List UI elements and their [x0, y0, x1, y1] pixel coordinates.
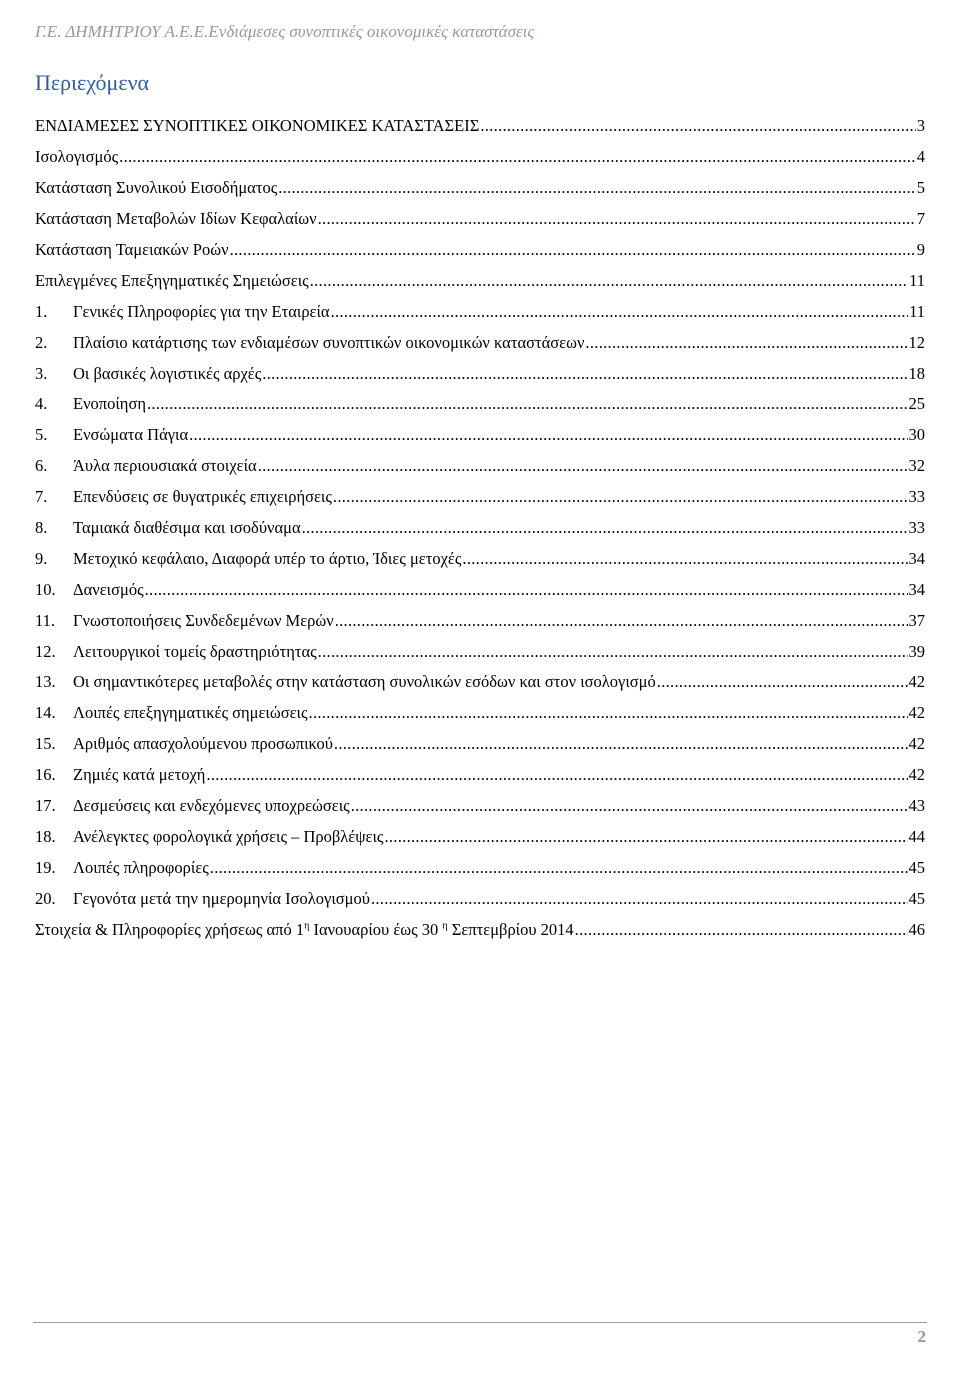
toc-entry-text: Ταμιακά διαθέσιμα και ισοδύναμα: [73, 518, 301, 538]
toc-dot-leader: [480, 117, 915, 135]
toc-link[interactable]: [35, 451, 925, 482]
toc-entry-text: Ζημιές κατά μετοχή: [73, 765, 206, 785]
toc-link[interactable]: [35, 296, 925, 327]
toc-entry-summary-data[interactable]: [35, 914, 925, 945]
toc-entry-number: 11.: [35, 610, 56, 630]
toc-page-number: 45: [908, 888, 925, 908]
toc-entry-number: 6.: [35, 456, 48, 476]
toc-entry[interactable]: [35, 791, 925, 822]
toc-entry-text: Κατάσταση Μεταβολών Ιδίων Κεφαλαίων: [35, 209, 317, 229]
toc-entry-text: Μετοχικό κεφάλαιο, Διαφορά υπέρ το άρτιο, Ίδιες μετοχές: [73, 548, 462, 568]
toc-page-number: 42: [908, 672, 925, 692]
toc-entry-number: 15.: [35, 734, 56, 754]
toc-link[interactable]: [35, 760, 925, 791]
toc-entry-text: Επενδύσεις σε θυγατρικές επιχειρήσεις: [73, 487, 332, 507]
toc-page-number: 39: [908, 641, 925, 661]
toc-link[interactable]: [35, 636, 925, 667]
toc-entry[interactable]: [35, 883, 925, 914]
toc-dot-leader: [310, 272, 908, 290]
toc-entry-text: Κατάσταση Ταμειακών Ροών: [35, 240, 229, 259]
toc-entry-number: 12.: [35, 641, 56, 661]
toc-dot-leader: [230, 241, 916, 259]
toc-link[interactable]: [35, 482, 925, 513]
toc-link[interactable]: [35, 513, 925, 544]
toc-entry[interactable]: [35, 636, 925, 667]
toc-link[interactable]: [35, 791, 925, 822]
toc-page-number: 42: [908, 765, 925, 785]
toc-entry-text: Δεσμεύσεις και ενδεχόμενες υποχρεώσεις: [73, 796, 350, 816]
toc-page-number: 42: [908, 703, 925, 723]
toc-entry[interactable]: [35, 451, 925, 482]
toc-entry-text: Άυλα περιουσιακά στοιχεία: [73, 456, 257, 476]
toc-entry-number: 19.: [35, 857, 56, 877]
footer-page-number: 2: [917, 1327, 926, 1346]
toc-entry-number: 3.: [35, 363, 48, 383]
toc-entry[interactable]: [35, 111, 925, 142]
toc-page-number: 44: [908, 826, 925, 846]
toc-entry[interactable]: [35, 327, 925, 358]
toc-entry[interactable]: [35, 265, 925, 296]
toc-link[interactable]: [35, 852, 925, 883]
toc-dot-leader: [309, 704, 908, 722]
toc-page-number: 33: [908, 518, 925, 538]
toc-dot-leader: [371, 890, 908, 908]
toc-entry[interactable]: [35, 605, 925, 636]
toc-page-number: 32: [908, 456, 925, 476]
toc-page-number: 11: [909, 270, 925, 290]
toc-page-number: 4: [916, 147, 925, 167]
toc-entry-number: 5.: [35, 425, 48, 445]
running-header: Γ.Ε. ΔΗΜΗΤΡΙΟΥ Α.Ε.Ε.Ενδιάμεσες συνοπτικές οικονομικές καταστάσεις: [35, 22, 535, 41]
toc-entry-text: Ισολογισμός: [35, 147, 119, 167]
toc-entry-text: Ενοποίηση: [73, 394, 146, 414]
toc-entry-number: 17.: [35, 796, 56, 816]
toc-entry-number: 4.: [35, 394, 48, 414]
toc-entry[interactable]: [35, 296, 925, 327]
toc-dot-leader: [384, 828, 907, 846]
toc-entry-text: Λοιπές επεξηγηματικές σημειώσεις: [73, 703, 308, 723]
toc-title: Περιεχόμενα: [35, 70, 150, 95]
toc-link[interactable]: [35, 605, 925, 636]
toc-entry-text: Κατάσταση Συνολικού Εισοδήματος: [35, 178, 278, 198]
toc-page-number: 42: [908, 734, 925, 754]
toc-entry-number: 9.: [35, 548, 48, 568]
toc-page-number: 12: [908, 332, 925, 352]
toc-link[interactable]: [35, 173, 925, 204]
toc-dot-leader: [585, 334, 907, 352]
toc-entry-text: Ενσώματα Πάγια: [73, 425, 189, 445]
toc-page-number: 37: [908, 610, 925, 630]
toc-dot-leader: [119, 148, 916, 166]
toc-page-number: 43: [908, 796, 925, 816]
toc-entry-text: Στοιχεία & Πληροφορίες χρήσεως από $1^\eta$ Ιανουαρίου έως 30 $^\eta$ Σεπτεμβρίου 2014: [35, 919, 574, 939]
toc-page-number: 34: [908, 579, 925, 599]
toc-entry[interactable]: [35, 543, 925, 574]
toc-entry[interactable]: [35, 667, 925, 698]
toc-link[interactable]: [35, 111, 925, 142]
toc-entry-number: 2.: [35, 332, 48, 352]
toc-page-number: 18: [908, 363, 925, 383]
toc-entry[interactable]: [35, 420, 925, 451]
toc-entry[interactable]: [35, 513, 925, 544]
toc-entry-text: Ανέλεγκτες φορολογικά χρήσεις – Προβλέψεις: [73, 826, 384, 846]
toc-link[interactable]: [35, 327, 925, 358]
toc-entry-text: Λειτουργικοί τομείς δραστηριότητας: [73, 641, 317, 661]
table-of-contents: [35, 111, 925, 945]
toc-entry-number: 8.: [35, 518, 48, 538]
toc-entry-number: 1.: [35, 301, 48, 321]
toc-dot-leader: [334, 735, 908, 753]
toc-entry-text: Πλαίσιο κατάρτισης των ενδιαμέσων συνοπτικών οικονομικών καταστάσεων: [73, 332, 585, 352]
toc-link[interactable]: [35, 574, 925, 605]
toc-link[interactable]: [35, 698, 925, 729]
toc-dot-leader: [462, 550, 907, 568]
toc-page-number: 3: [916, 116, 925, 136]
toc-entry[interactable]: [35, 821, 925, 852]
toc-entry[interactable]: [35, 358, 925, 389]
toc-page-number: 9: [916, 240, 925, 259]
toc-dot-leader: [331, 303, 909, 321]
toc-entry-number: 20.: [35, 888, 56, 908]
toc-link[interactable]: [35, 883, 925, 914]
toc-dot-leader: [258, 457, 908, 475]
toc-entry-text: Δανεισμός: [73, 579, 144, 599]
toc-entry[interactable]: [35, 482, 925, 513]
toc-entry-number: 14.: [35, 703, 56, 723]
toc-link[interactable]: [35, 265, 925, 296]
toc-link[interactable]: [35, 204, 925, 235]
toc-entry[interactable]: [35, 389, 925, 420]
toc-entry[interactable]: [35, 173, 925, 204]
toc-page-number: 46: [908, 919, 925, 939]
toc-page-number: 5: [916, 178, 925, 198]
toc-dot-leader: [302, 519, 908, 537]
toc-entry[interactable]: [35, 729, 925, 760]
toc-link[interactable]: [35, 543, 925, 574]
toc-entry[interactable]: [35, 760, 925, 791]
toc-entry-text: ΕΝΔΙΑΜΕΣΕΣ ΣΥΝΟΠΤΙΚΕΣ ΟΙΚΟΝΟΜΙΚΕΣ ΚΑΤΑΣΤΑΣΕΙΣ: [35, 116, 480, 136]
toc-link[interactable]: [35, 235, 925, 266]
toc-dot-leader: [575, 921, 908, 939]
toc-entry[interactable]: [35, 235, 925, 266]
toc-entry-text: Γνωστοποιήσεις Συνδεδεμένων Μερών: [73, 610, 334, 630]
toc-entry-number: 13.: [35, 672, 56, 692]
toc-entry-text: Αριθμός απασχολούμενου προσωπικού: [73, 734, 333, 754]
toc-dot-leader: [318, 210, 916, 228]
toc-entry-number: 16.: [35, 765, 56, 785]
toc-page-number: 33: [908, 487, 925, 507]
toc-dot-leader: [335, 612, 908, 630]
toc-entry-text: Λοιπές πληροφορίες: [73, 857, 209, 877]
toc-entry-text: Γεγονότα μετά την ημερομηνία Ισολογισμού: [73, 888, 370, 908]
toc-dot-leader: [145, 581, 908, 599]
toc-dot-leader: [318, 643, 908, 661]
toc-entry[interactable]: [35, 698, 925, 729]
toc-page-number: 25: [908, 394, 925, 414]
toc-dot-leader: [206, 766, 907, 784]
toc-page-number: 7: [916, 209, 925, 229]
toc-link[interactable]: [35, 914, 925, 945]
toc-dot-leader: [333, 488, 908, 506]
toc-page-number: 45: [908, 857, 925, 877]
toc-link[interactable]: [35, 142, 925, 173]
toc-page-number: 11: [909, 301, 925, 321]
toc-link[interactable]: [35, 821, 925, 852]
toc-dot-leader: [189, 426, 907, 444]
toc-link[interactable]: [35, 729, 925, 760]
toc-page-number: 34: [908, 548, 925, 568]
toc-dot-leader: [657, 673, 908, 691]
toc-entry[interactable]: [35, 142, 925, 173]
toc-link[interactable]: [35, 420, 925, 451]
toc-entry[interactable]: [35, 204, 925, 235]
toc-dot-leader: [278, 179, 916, 197]
toc-entry-text: Οι βασικές λογιστικές αρχές: [73, 363, 262, 383]
toc-dot-leader: [147, 395, 908, 413]
toc-dot-leader: [210, 859, 908, 877]
footer-divider: [33, 1322, 927, 1323]
toc-dot-leader: [351, 797, 908, 815]
toc-link[interactable]: [35, 389, 925, 420]
toc-entry-text: Οι σημαντικότερες μεταβολές στην κατάσταση συνολικών εσόδων και στον ισολογισμό: [73, 672, 656, 692]
toc-link[interactable]: [35, 667, 925, 698]
toc-link[interactable]: [35, 358, 925, 389]
toc-entry[interactable]: [35, 852, 925, 883]
toc-entry-number: 7.: [35, 487, 48, 507]
toc-entry-text: Γενικές Πληροφορίες για την Εταιρεία: [73, 301, 330, 321]
toc-page-number: 30: [908, 425, 925, 445]
toc-dot-leader: [262, 365, 907, 383]
toc-entry-number: 10.: [35, 579, 56, 599]
toc-entry[interactable]: [35, 574, 925, 605]
toc-entry-text: Επιλεγμένες Επεξηγηματικές Σημειώσεις: [35, 270, 309, 290]
toc-entry-number: 18.: [35, 826, 56, 846]
